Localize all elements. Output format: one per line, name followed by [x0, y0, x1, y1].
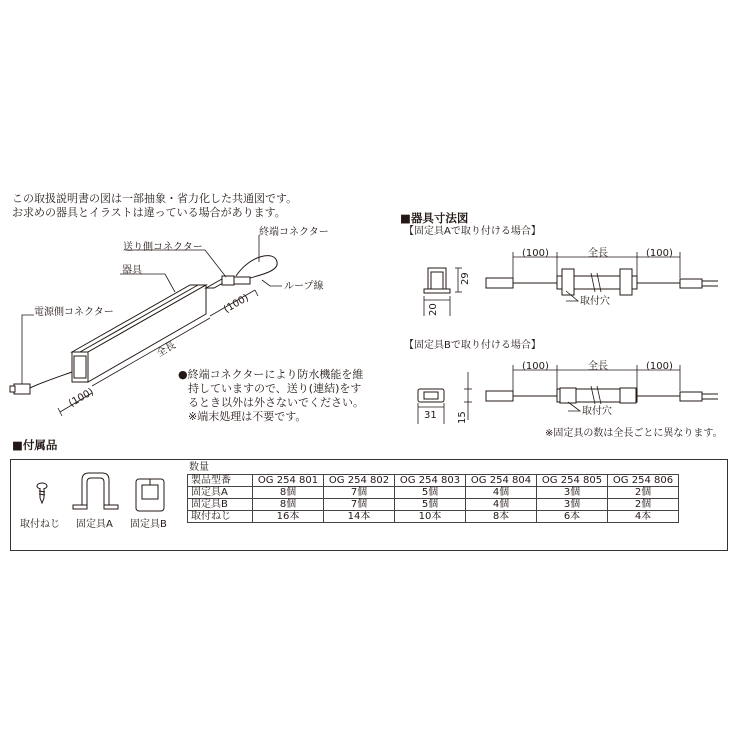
table-header-cell: OG 254 804	[466, 475, 537, 487]
note-line-3: るとき以外は外さないでください。	[188, 396, 364, 409]
case-b-width: 31	[424, 410, 437, 421]
table-cell: 5個	[395, 499, 466, 511]
table-cell: 取付ねじ	[188, 511, 253, 523]
quantity-table	[187, 474, 679, 523]
table-cell: 8個	[253, 499, 324, 511]
case-a-dim-left: (100)	[522, 248, 549, 259]
case-a-dim-right: (100)	[646, 248, 673, 259]
case-b-hole-label: 取付穴	[582, 406, 612, 417]
dimensions-footnote: ※固定具の数は全長ごとに異なります。	[545, 428, 723, 439]
loop-wire-label: ループ線	[284, 281, 324, 292]
case-b-dim-left: (100)	[522, 361, 549, 372]
table-header-cell: 製品型番	[188, 475, 253, 487]
dim-100-upper: (100)	[222, 292, 251, 316]
bracket-b-label: 固定具B	[130, 519, 167, 530]
case-a-hole-label: 取付穴	[580, 296, 610, 307]
table-cell: 4本	[608, 511, 679, 523]
total-length-label: 全長	[155, 340, 178, 360]
table-cell: 5個	[395, 487, 466, 499]
table-cell: 10本	[395, 511, 466, 523]
send-connector-label: 送り側コネクター	[123, 242, 203, 253]
fixture-label: 器具	[122, 265, 142, 276]
screw-label: 取付ねじ	[20, 519, 60, 530]
case-b-height: 15	[457, 411, 468, 424]
dimensions-title: ■器具寸法図	[400, 211, 469, 225]
case-a-dim-total: 全長	[588, 248, 608, 259]
note-line-4: ※端末処理は不要です。	[188, 410, 307, 423]
table-cell: 3個	[537, 487, 608, 499]
table-header-cell: OG 254 802	[324, 475, 395, 487]
intro-line-2: お求めの器具とイラストは違っている場合があります。	[12, 206, 286, 219]
case-b-dim-total: 全長	[588, 361, 608, 372]
case-b-dim-right: (100)	[646, 361, 673, 372]
table-cell: 4個	[466, 487, 537, 499]
dim-100-lower: (100)	[67, 386, 96, 410]
case-a-width: 20	[428, 303, 439, 316]
table-row	[188, 511, 679, 523]
note-line-1: ●終端コネクターにより防水機能を維	[178, 368, 364, 381]
table-cell: 6本	[537, 511, 608, 523]
table-cell: 3個	[537, 499, 608, 511]
case-a-title: 【固定具Aで取り付ける場合】	[404, 226, 541, 237]
bracket-a-label: 固定具A	[76, 519, 113, 530]
table-cell: 14本	[324, 511, 395, 523]
accessories-title: ■付属品	[12, 438, 58, 452]
table-header-row	[188, 475, 679, 487]
table-header-cell: OG 254 806	[608, 475, 679, 487]
intro-line-1: この取扱説明書の図は一部抽象・省力化した共通図です。	[12, 192, 298, 205]
table-row	[188, 487, 679, 499]
table-header-cell: OG 254 805	[537, 475, 608, 487]
quantity-label: 数量	[189, 462, 209, 473]
case-b-title: 【固定具Bで取り付ける場合】	[404, 340, 541, 351]
table-cell: 8本	[466, 511, 537, 523]
table-cell: 2個	[608, 499, 679, 511]
table-cell: 7個	[324, 487, 395, 499]
end-connector-label: 終端コネクター	[259, 227, 329, 238]
table-row	[188, 499, 679, 511]
table-cell: 7個	[324, 499, 395, 511]
table-cell: 16本	[253, 511, 324, 523]
table-header-cell: OG 254 801	[253, 475, 324, 487]
table-cell: 固定具B	[188, 499, 253, 511]
table-cell: 4個	[466, 499, 537, 511]
table-cell: 2個	[608, 487, 679, 499]
case-a-height: 29	[460, 272, 471, 285]
table-cell: 8個	[253, 487, 324, 499]
power-connector-label: 電源側コネクター	[34, 307, 114, 318]
table-header-cell: OG 254 803	[395, 475, 466, 487]
table-cell: 固定具A	[188, 487, 253, 499]
note-line-2: 持していますので、送り(連結)をす	[188, 382, 362, 395]
